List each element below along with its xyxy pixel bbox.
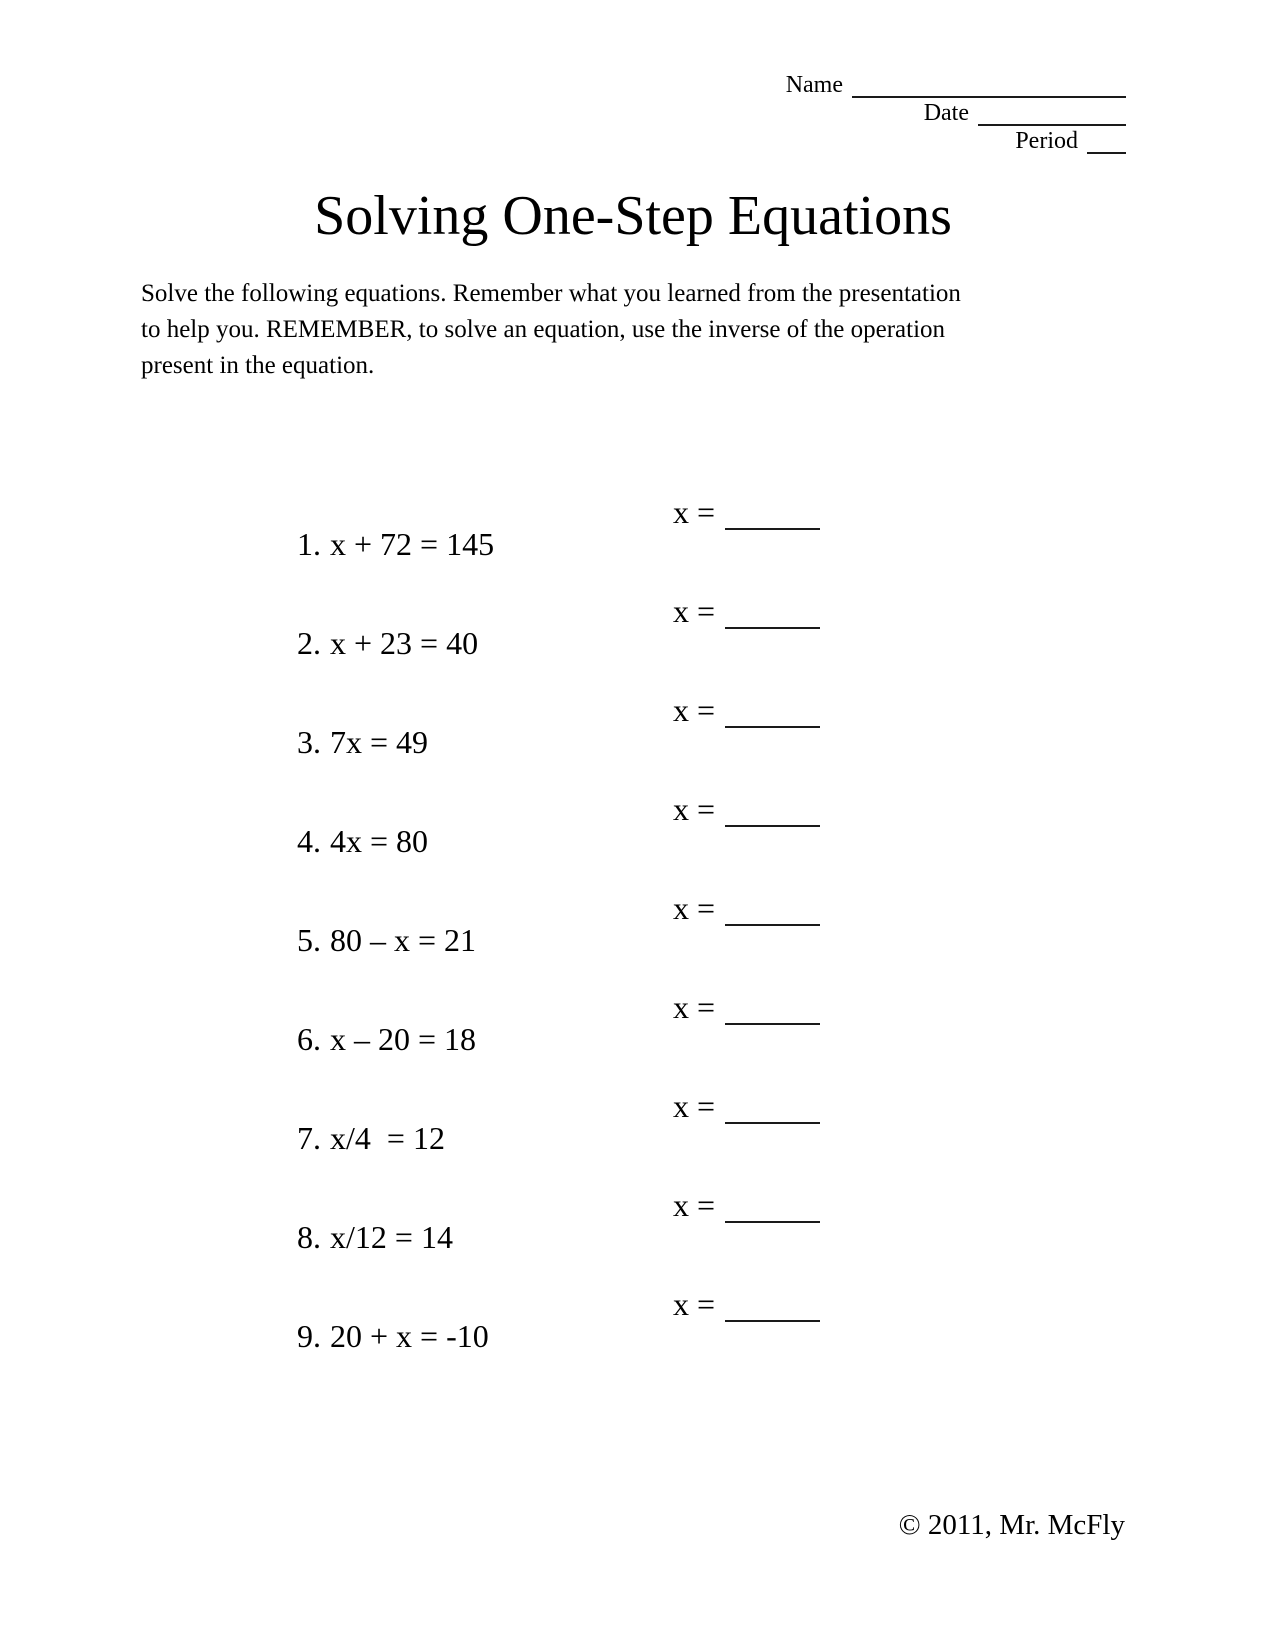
- problem-equation: x/4 = 12: [330, 1120, 445, 1156]
- problem-number: 3.: [297, 724, 321, 760]
- answer-label: x =: [673, 1187, 716, 1223]
- problem-number: 2.: [297, 625, 321, 661]
- name-field-row: [786, 72, 1126, 100]
- answer-blank-line: [725, 1122, 820, 1124]
- answer-area: [673, 991, 820, 1023]
- answer-area: [673, 595, 820, 627]
- answer-label: x =: [673, 494, 716, 530]
- date-label: Date: [923, 100, 969, 126]
- period-field-row: [1015, 128, 1126, 156]
- answer-blank-line: [725, 1023, 820, 1025]
- problem-equation: x + 23 = 40: [330, 625, 479, 661]
- date-blank-line: [978, 124, 1126, 126]
- answer-area: [673, 793, 820, 825]
- answer-blank-line: [725, 1320, 820, 1322]
- name-label: Name: [785, 72, 843, 98]
- period-blank-line: [1087, 152, 1126, 154]
- problem-equation: x + 72 = 145: [330, 526, 495, 562]
- answer-blank-line: [725, 627, 820, 629]
- answer-area: [673, 1288, 820, 1320]
- answer-label: x =: [673, 989, 716, 1025]
- name-blank-line: [852, 96, 1126, 98]
- answer-area: [673, 694, 820, 726]
- instructions-line: to help you. REMEMBER, to solve an equation, use the inverse of the operation: [141, 316, 946, 343]
- problem-equation: x/12 = 14: [330, 1219, 453, 1255]
- problem-number: 1.: [297, 526, 321, 562]
- answer-blank-line: [725, 528, 820, 530]
- problem-row: [265, 1286, 716, 1416]
- page-title: Solving One-Step Equations: [314, 185, 952, 247]
- date-field-row: [924, 100, 1126, 128]
- copyright-text: © 2011, Mr. McFly: [898, 1509, 1125, 1541]
- answer-label: x =: [673, 1286, 716, 1322]
- problem-number: 9.: [297, 1318, 321, 1354]
- answer-area: [673, 496, 820, 528]
- problem-equation: 20 + x = -10: [330, 1318, 489, 1354]
- answer-blank-line: [725, 825, 820, 827]
- problem-equation: 4x = 80: [330, 823, 429, 859]
- answer-area: [673, 1189, 820, 1221]
- answer-label: x =: [673, 1088, 716, 1124]
- problem-equation: x – 20 = 18: [330, 1021, 477, 1057]
- instructions-line: Solve the following equations. Remember what you learned from the presentation: [141, 280, 961, 307]
- problem-number: 8.: [297, 1219, 321, 1255]
- answer-area: [673, 892, 820, 924]
- problem-equation: 80 – x = 21: [330, 922, 477, 958]
- answer-area: [673, 1090, 820, 1122]
- instructions-line: present in the equation.: [141, 352, 375, 379]
- answer-label: x =: [673, 692, 716, 728]
- answer-blank-line: [725, 1221, 820, 1223]
- answer-label: x =: [673, 791, 716, 827]
- period-label: Period: [1015, 128, 1078, 154]
- answer-label: x =: [673, 890, 716, 926]
- problem-equation: 7x = 49: [330, 724, 429, 760]
- problem-number: 6.: [297, 1021, 321, 1057]
- problem-number: 5.: [297, 922, 321, 958]
- problem-number: 7.: [297, 1120, 321, 1156]
- answer-blank-line: [725, 924, 820, 926]
- problem-number: 4.: [297, 823, 321, 859]
- answer-blank-line: [725, 726, 820, 728]
- instructions-paragraph: [141, 276, 1101, 384]
- answer-label: x =: [673, 593, 716, 629]
